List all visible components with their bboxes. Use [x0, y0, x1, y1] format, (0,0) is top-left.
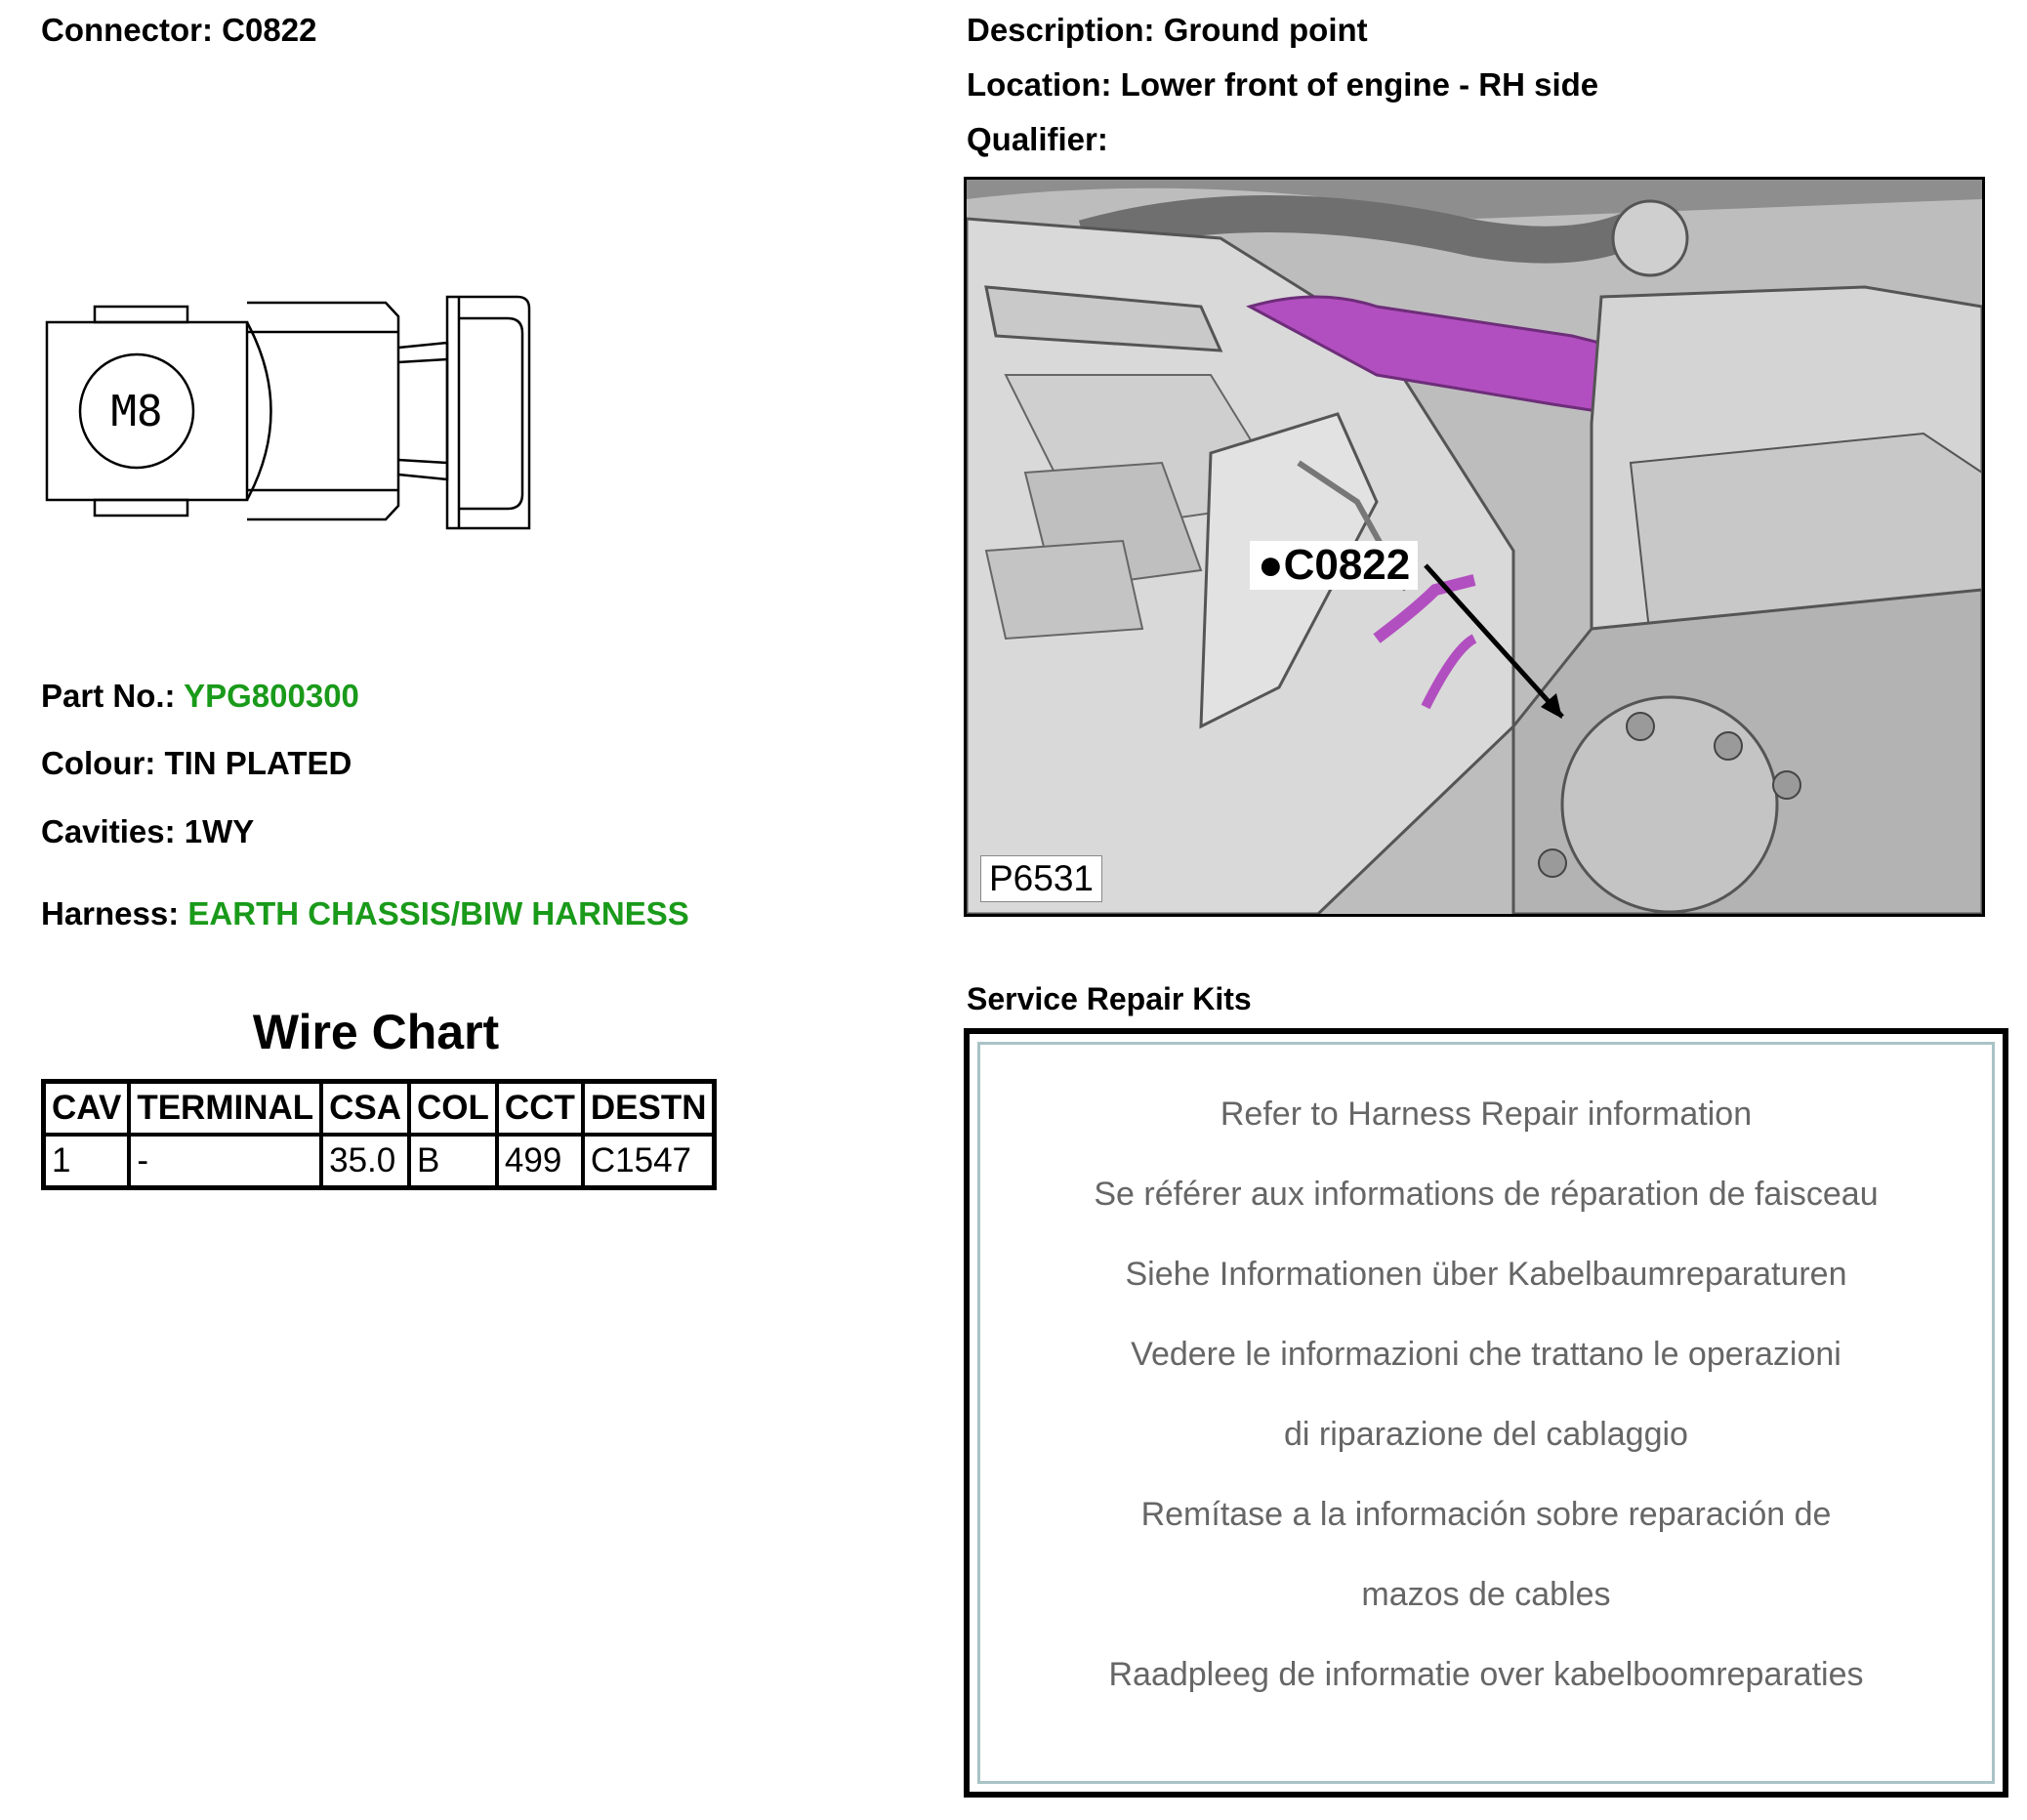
location-value: Lower front of engine - RH side	[1120, 66, 1599, 103]
col-header-col: COL	[409, 1082, 497, 1136]
cell-csa: 35.0	[321, 1135, 409, 1188]
cell-cct: 499	[497, 1135, 583, 1188]
service-kits-inner-frame	[977, 1042, 1995, 1784]
cavities-label: Cavities:	[41, 813, 176, 849]
service-kits-box	[964, 1028, 2008, 1798]
cell-destn: C1547	[583, 1135, 715, 1188]
wire-chart-title: Wire Chart	[252, 1005, 500, 1059]
table-row	[44, 1135, 715, 1188]
description	[967, 12, 1368, 49]
kit-line-it-2: di riparazione del cablaggio	[1284, 1416, 1688, 1453]
col-header-cav: CAV	[44, 1082, 130, 1136]
col-header-destn: DESTN	[583, 1082, 715, 1136]
part-number-link[interactable]: YPG800300	[184, 678, 359, 714]
kit-line-nl: Raadpleeg de informatie over kabelboomreparaties	[1108, 1656, 1864, 1693]
description-label: Description:	[967, 12, 1155, 48]
connector-label: Connector:	[41, 12, 213, 48]
location-illustration	[964, 177, 1985, 917]
kit-line-es-2: mazos de cables	[1361, 1576, 1611, 1613]
harness-label: Harness:	[41, 895, 180, 931]
location-label: Location:	[967, 66, 1112, 103]
connector-value: C0822	[222, 12, 317, 48]
stud-size-label: M8	[110, 387, 163, 436]
part-number	[41, 678, 359, 715]
harness	[41, 895, 689, 932]
connector-terminal-diagram	[39, 289, 537, 533]
cavities	[41, 813, 254, 850]
colour	[41, 745, 352, 782]
illustration-reference: P6531	[980, 855, 1102, 902]
cavities-value: 1WY	[184, 813, 255, 849]
col-header-csa: CSA	[321, 1082, 409, 1136]
description-value: Ground point	[1163, 12, 1368, 48]
kit-line-de: Siehe Informationen über Kabelbaumreparaturen	[1125, 1256, 1847, 1293]
location	[967, 66, 1598, 103]
cell-cav: 1	[44, 1135, 130, 1188]
wire-chart-table	[41, 1079, 717, 1190]
kit-line-it-1: Vedere le informazioni che trattano le operazioni	[1131, 1336, 1841, 1373]
service-kits-title: Service Repair Kits	[967, 981, 1252, 1016]
col-header-cct: CCT	[497, 1082, 583, 1136]
colour-value: TIN PLATED	[164, 745, 352, 781]
cell-terminal: -	[129, 1135, 321, 1188]
kit-line-fr: Se référer aux informations de réparation de faisceau	[1094, 1176, 1879, 1213]
qualifier	[967, 121, 1108, 158]
wire-chart-header-row	[44, 1082, 715, 1136]
connector-callout-label: ●C0822	[1250, 541, 1418, 590]
cell-col: B	[409, 1135, 497, 1188]
col-header-terminal: TERMINAL	[129, 1082, 321, 1136]
colour-label: Colour:	[41, 745, 156, 781]
harness-link[interactable]: EARTH CHASSIS/BIW HARNESS	[187, 895, 689, 931]
engine-bay-drawing	[967, 180, 1982, 914]
qualifier-label: Qualifier:	[967, 121, 1108, 157]
kit-line-es-1: Remítase a la información sobre reparación de	[1140, 1496, 1832, 1533]
kit-line-en: Refer to Harness Repair information	[1220, 1096, 1753, 1133]
part-number-label: Part No.:	[41, 678, 176, 714]
connector-id	[41, 12, 316, 49]
